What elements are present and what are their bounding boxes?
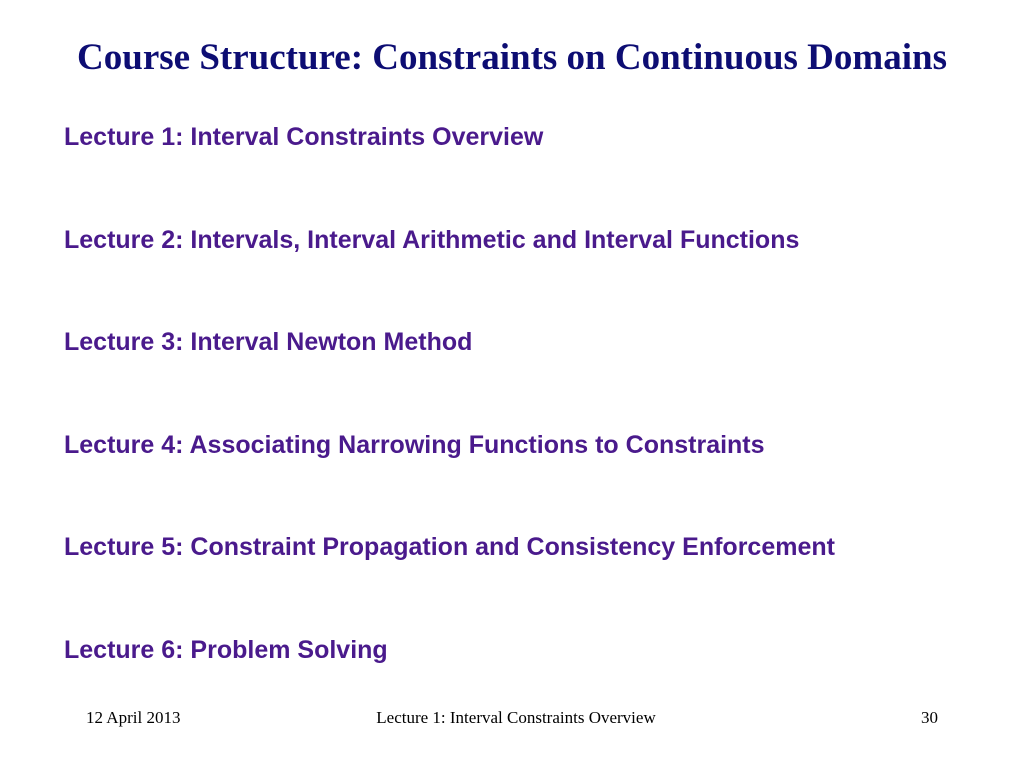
lecture-item-3: Lecture 3: Interval Newton Method [64,328,473,356]
lecture-item-6: Lecture 6: Problem Solving [64,635,388,664]
lecture-list [64,116,835,731]
lecture-item-1: Lecture 1: Interval Constraints Overview [64,123,544,151]
footer-date: 12 April 2013 [86,708,181,727]
lecture-item-5: Lecture 5: Constraint Propagation and Consistency Enforcement [64,533,835,561]
footer-lecture-title: Lecture 1: Interval Constraints Overview [376,708,656,727]
lecture-item-2: Lecture 2: Intervals, Interval Arithmetic and Interval Functions [64,225,800,254]
slide-title: Course Structure: Constraints on Continuous Domains [77,37,947,78]
lecture-item-4: Lecture 4: Associating Narrowing Functions to Constraints [64,430,765,459]
footer-page-number: 30 [921,708,938,727]
